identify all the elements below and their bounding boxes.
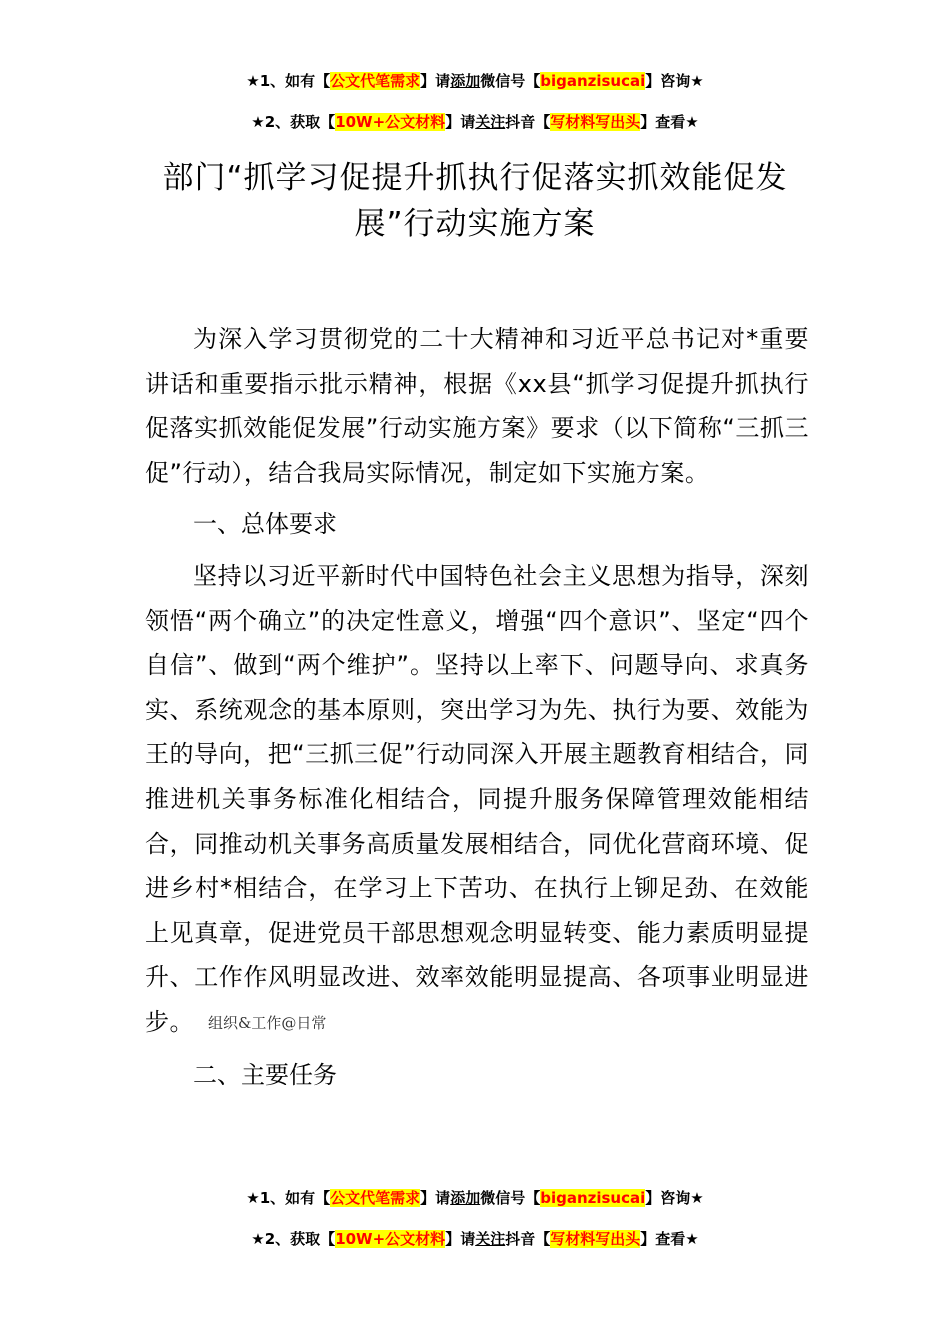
section-1-text: 坚持以习近平新时代中国特色社会主义思想为指导，深刻领悟“两个确立”的决定性意义，增强“四个意识”、坚定“四个自信”、做到“两个维护”。坚持以上率下、问题导向、求真务实、系统观念的基本原则，突出学习为先、执行为要、效能为王的导向，把“三抓三促”行动同深入开展主题教育相结合，同推进机关事务标准化相结合，同提升服务保障管理效能相结合，同推动机关事务高质量发展相结合，同优化营商环境、促进乡村*相结合，在学习上下苦功、在执行上铆足劲、在效能上见真章，促进党员干部思想观念明显转变、能力素质明显提升、工作作风明显改进、效率效能明显提高、各项事业明显进步。 <box>145 561 809 1036</box>
section-1-heading: 一、总体要求 <box>193 510 337 539</box>
banner-text: 】请 <box>420 1189 451 1207</box>
banner-highlight: 写材料写出头 <box>550 113 641 131</box>
banner-underlined: 添加 <box>450 1189 481 1207</box>
watermark-text: 组织&工作@日常 <box>208 1013 327 1032</box>
section-1-paragraph <box>145 554 809 1046</box>
banner-highlight: biganzisucai <box>540 1189 646 1207</box>
bottom-banner-line-2 <box>0 1228 950 1250</box>
banner-highlight: 写材料写出头 <box>550 1230 641 1248</box>
banner-text: 抖音【 <box>505 113 551 131</box>
banner-text: 】请 <box>420 72 451 90</box>
banner-highlight: 公文代笔需求 <box>330 1189 421 1207</box>
banner-text: 】查看★ <box>640 1230 699 1248</box>
banner-text: 微信号【 <box>480 72 541 90</box>
banner-highlight: biganzisucai <box>540 72 646 90</box>
banner-highlight: 10W+公文材料 <box>335 1230 446 1248</box>
banner-underlined: 关注 <box>475 1230 506 1248</box>
banner-highlight: 公文代笔需求 <box>330 72 421 90</box>
intro-paragraph: 为深入学习贯彻党的二十大精神和习近平总书记对*重要讲话和重要指示批示精神，根据《xx县“抓学习促提升抓执行促落实抓效能促发展”行动实施方案》要求（以下简称“三抓三促”行动），结合我局实际情况，制定如下实施方案。 <box>145 325 809 487</box>
banner-text: 】请 <box>445 113 476 131</box>
document-title: 部门“抓学习促提升抓执行促落实抓效能促发展”行动实施方案 <box>162 160 788 242</box>
bottom-banner-line-1 <box>0 1187 950 1209</box>
banner-underlined: 添加 <box>450 72 481 90</box>
banner-text: 】查看★ <box>640 113 699 131</box>
top-banner-line-2 <box>0 111 950 133</box>
banner-text: 】咨询★ <box>645 72 704 90</box>
banner-text: ★2、获取【 <box>251 113 336 131</box>
top-banner-line-1 <box>0 70 950 92</box>
banner-text: 】请 <box>445 1230 476 1248</box>
banner-text: ★1、如有【 <box>246 72 331 90</box>
banner-underlined: 关注 <box>475 113 506 131</box>
section-2-heading: 二、主要任务 <box>193 1060 337 1089</box>
banner-highlight: 10W+公文材料 <box>335 113 446 131</box>
banner-text: 微信号【 <box>480 1189 541 1207</box>
banner-text: ★2、获取【 <box>251 1230 336 1248</box>
document-body <box>145 317 809 1104</box>
banner-text: 】咨询★ <box>645 1189 704 1207</box>
banner-text: ★1、如有【 <box>246 1189 331 1207</box>
banner-text: 抖音【 <box>505 1230 551 1248</box>
